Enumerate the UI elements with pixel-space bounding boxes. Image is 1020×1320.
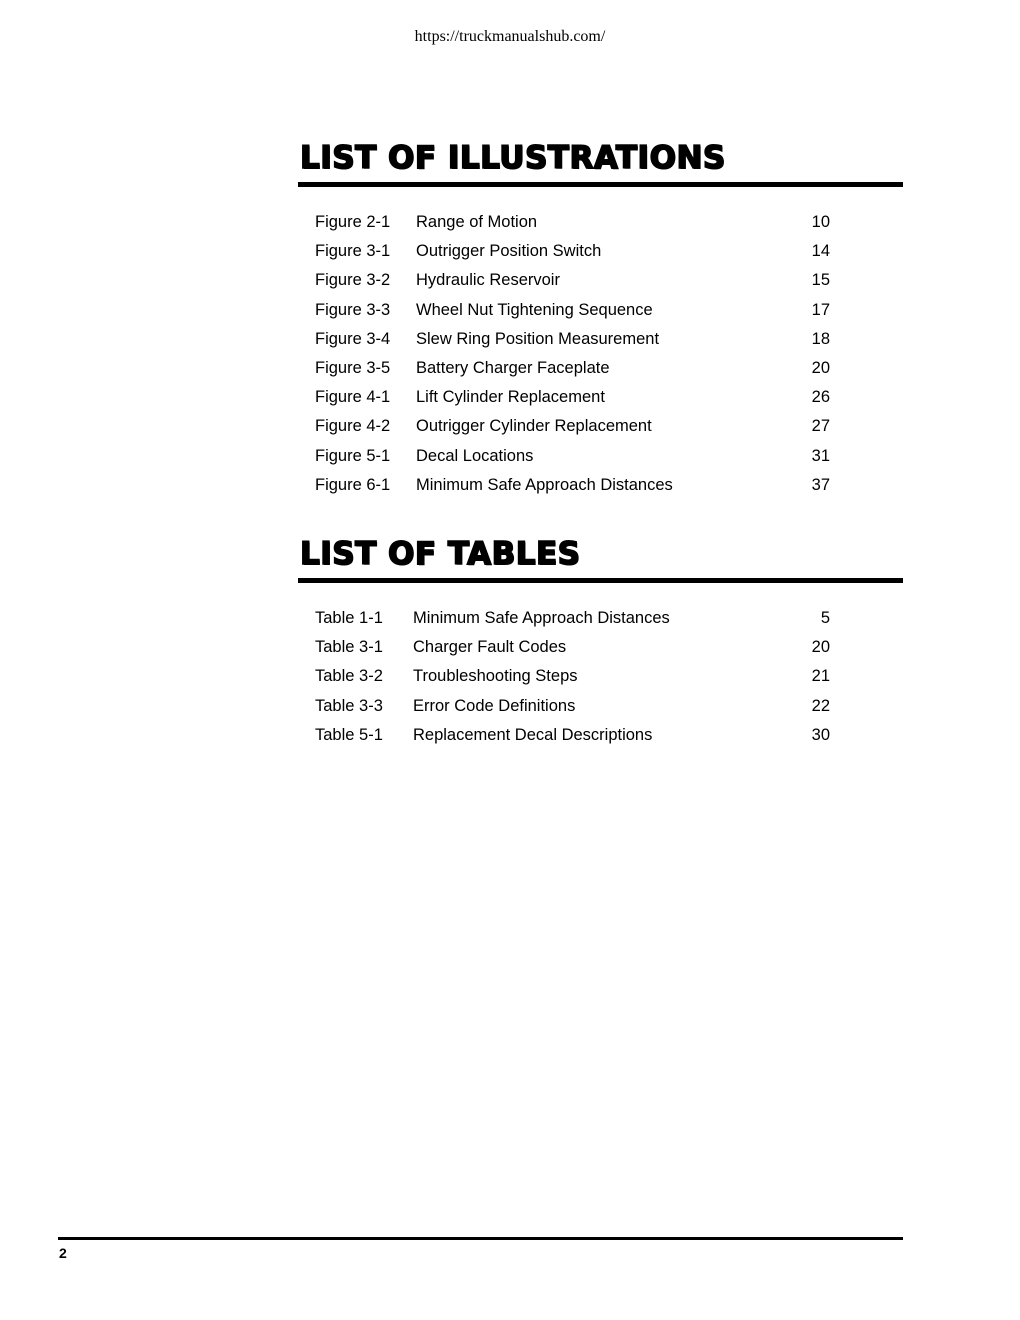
footer-rule <box>58 1237 903 1240</box>
tables-heading: LIST OF TABLES <box>300 536 581 572</box>
table-entry[interactable] <box>315 692 835 721</box>
illustrations-heading: LIST OF ILLUSTRATIONS <box>300 140 726 176</box>
illustrations-list <box>315 208 835 500</box>
entry-page: 20 <box>811 638 830 657</box>
illustration-entry[interactable] <box>315 412 835 441</box>
illustration-entry[interactable] <box>315 237 835 266</box>
entry-number: Figure 3-1 <box>315 242 391 261</box>
entry-page: 10 <box>811 213 830 231</box>
source-url[interactable]: https://truckmanualshub.com/ <box>414 28 606 45</box>
entry-number: Figure 3-2 <box>315 271 391 290</box>
table-entry[interactable] <box>315 721 835 750</box>
table-entry[interactable] <box>315 633 835 662</box>
tables-heading-rule <box>298 578 903 583</box>
entry-page: 15 <box>811 271 830 290</box>
entry-name: Outrigger Cylinder Replacement <box>416 417 652 436</box>
entry-number: Table 3-1 <box>315 638 383 657</box>
illustration-entry[interactable] <box>315 325 835 354</box>
table-entry[interactable] <box>315 604 835 633</box>
entry-number: Table 5-1 <box>315 725 383 744</box>
illustration-entry[interactable] <box>315 208 835 237</box>
entry-page: 30 <box>811 725 830 744</box>
entry-name: Outrigger Position Switch <box>416 242 602 261</box>
illustration-entry[interactable] <box>315 442 835 471</box>
entry-number: Figure 5-1 <box>315 446 391 465</box>
illustration-entry[interactable] <box>315 266 835 295</box>
entry-number: Table 3-2 <box>315 667 383 686</box>
entry-number: Figure 2-1 <box>315 213 391 231</box>
tables-list <box>315 604 835 750</box>
table-entry[interactable] <box>315 662 835 691</box>
entry-number: Table 3-3 <box>315 696 383 715</box>
entry-page: 27 <box>811 417 830 436</box>
entry-number: Figure 3-3 <box>315 300 391 319</box>
entry-name: Minimum Safe Approach Distances <box>416 475 673 494</box>
illustrations-heading-rule <box>298 182 903 187</box>
entry-name: Minimum Safe Approach Distances <box>413 609 670 627</box>
entry-page: 18 <box>811 329 830 348</box>
entry-name: Battery Charger Faceplate <box>416 358 610 377</box>
entry-name: Replacement Decal Descriptions <box>413 725 653 744</box>
entry-page: 21 <box>811 667 830 686</box>
illustration-entry[interactable] <box>315 354 835 383</box>
entry-page: 14 <box>811 242 830 261</box>
entry-name: Wheel Nut Tightening Sequence <box>416 300 653 319</box>
entry-name: Error Code Definitions <box>413 696 576 715</box>
entry-number: Figure 4-2 <box>315 417 391 436</box>
footer-page-number: 2 <box>59 1245 67 1261</box>
entry-page: 22 <box>811 696 830 715</box>
illustration-entry[interactable] <box>315 471 835 500</box>
entry-number: Figure 6-1 <box>315 475 391 494</box>
entry-number: Figure 3-5 <box>315 358 391 377</box>
entry-name: Troubleshooting Steps <box>413 667 578 686</box>
entry-number: Figure 3-4 <box>315 329 391 348</box>
entry-name: Decal Locations <box>416 446 534 465</box>
entry-number: Table 1-1 <box>315 609 383 627</box>
entry-page: 26 <box>811 388 830 407</box>
entry-name: Slew Ring Position Measurement <box>416 329 660 348</box>
entry-page: 37 <box>811 475 830 494</box>
entry-page: 31 <box>811 446 830 465</box>
entry-name: Range of Motion <box>416 213 538 231</box>
illustration-entry[interactable] <box>315 296 835 325</box>
entry-name: Charger Fault Codes <box>413 638 567 657</box>
entry-name: Hydraulic Reservoir <box>416 271 560 290</box>
entry-name: Lift Cylinder Replacement <box>416 388 605 407</box>
entry-page: 17 <box>811 300 830 319</box>
entry-page: 5 <box>820 609 830 627</box>
entry-number: Figure 4-1 <box>315 388 391 407</box>
illustration-entry[interactable] <box>315 383 835 412</box>
entry-page: 20 <box>811 358 830 377</box>
